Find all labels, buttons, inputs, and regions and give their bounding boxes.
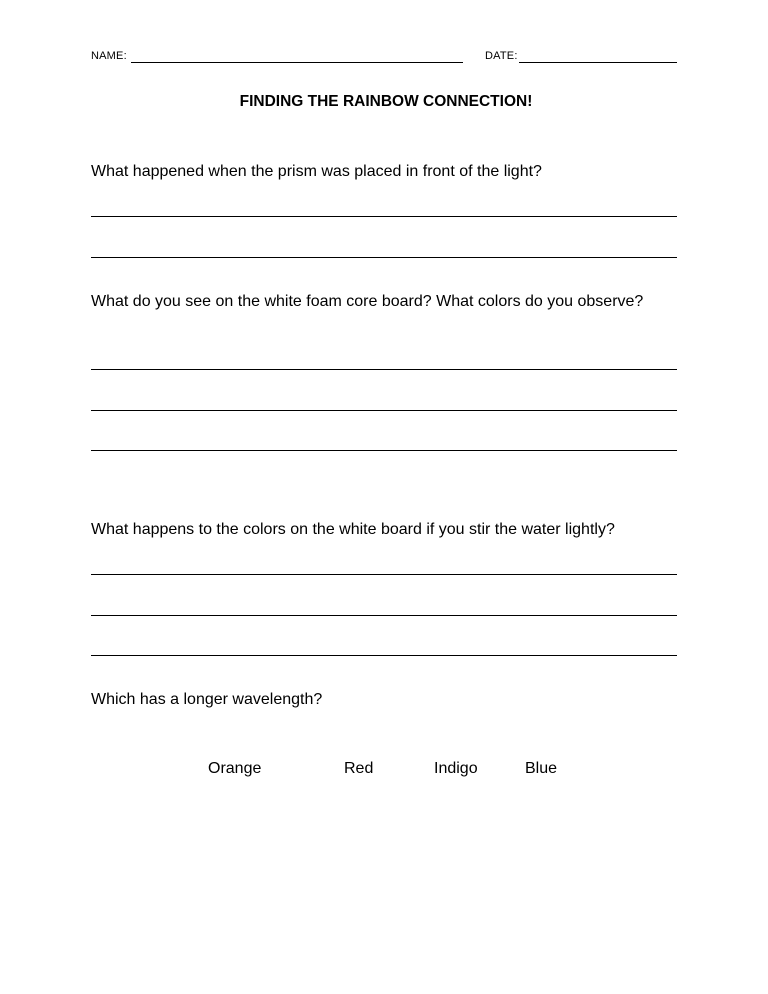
name-label: NAME: xyxy=(91,50,127,62)
answer-line[interactable] xyxy=(91,216,677,217)
question-1-text: What happened when the prism was placed in front of the light? xyxy=(91,163,542,180)
page-title-text: FINDING THE RAINBOW CONNECTION! xyxy=(239,93,533,110)
question-3-text: What happens to the colors on the white board if you stir the water lightly? xyxy=(91,521,615,538)
answer-line[interactable] xyxy=(91,410,677,411)
option-indigo[interactable]: Indigo xyxy=(434,760,478,777)
page-title xyxy=(0,93,768,111)
option-red[interactable]: Red xyxy=(344,760,374,777)
date-label: DATE: xyxy=(485,50,518,62)
answer-line[interactable] xyxy=(91,615,677,616)
answer-line[interactable] xyxy=(91,655,677,656)
worksheet-header xyxy=(91,46,677,64)
question-2-text: What do you see on the white foam core board? What colors do you observe? xyxy=(91,293,644,310)
answer-line[interactable] xyxy=(91,450,677,451)
answer-line[interactable] xyxy=(91,257,677,258)
option-orange[interactable]: Orange xyxy=(208,760,262,777)
question-4-text: Which has a longer wavelength? xyxy=(91,691,323,708)
option-blue[interactable]: Blue xyxy=(525,760,558,777)
name-blank-line[interactable] xyxy=(131,62,463,63)
answer-line[interactable] xyxy=(91,574,677,575)
date-blank-line[interactable] xyxy=(519,62,677,63)
wavelength-options xyxy=(0,760,768,784)
answer-line[interactable] xyxy=(91,369,677,370)
